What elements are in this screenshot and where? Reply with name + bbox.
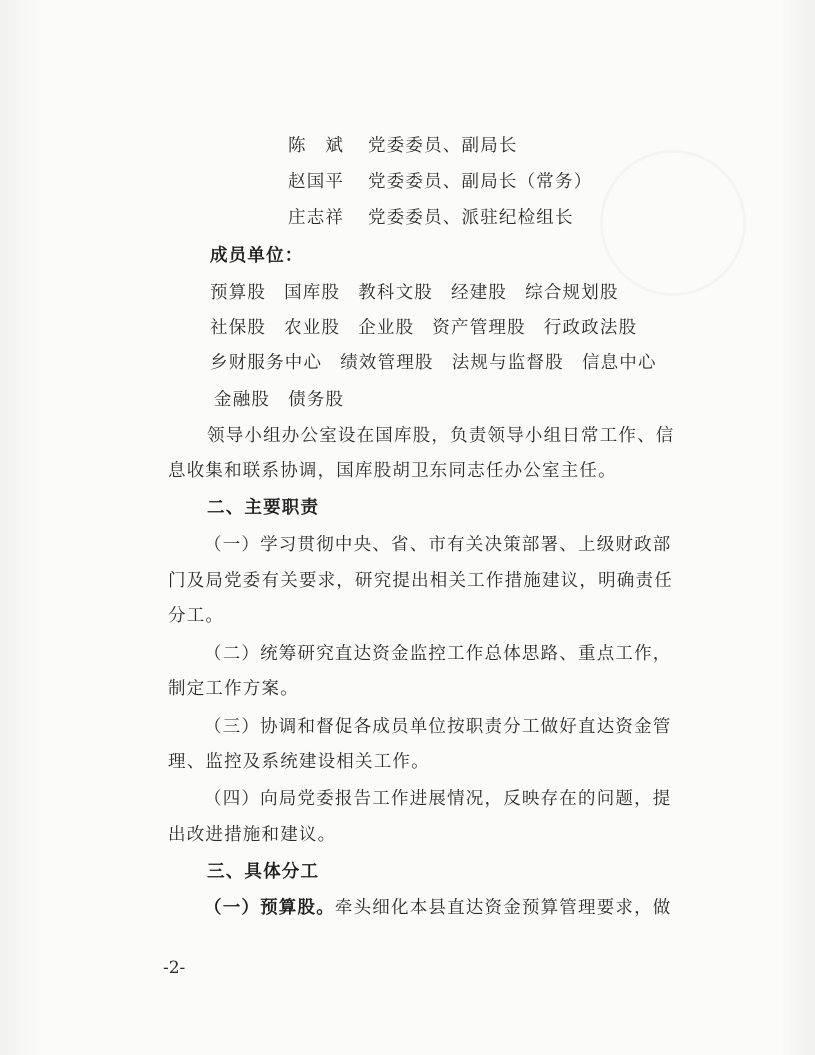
section-heading-division: 三、具体分工 [207, 862, 320, 882]
duty-2-line-2: 制定工作方案。 [168, 679, 299, 699]
leader-row-2 [288, 170, 592, 194]
member-unit: 企业股 [358, 318, 415, 338]
section-heading-duties: 二、主要职责 [207, 498, 320, 518]
leader-name: 陈 斌 [288, 136, 345, 156]
member-unit: 资产管理股 [432, 318, 526, 338]
members-heading: 成员单位： [210, 246, 304, 266]
member-unit: 法规与监督股 [451, 353, 564, 373]
faint-seal-mark [600, 150, 746, 296]
duty-3-line-2: 理、监控及系统建设相关工作。 [168, 752, 430, 772]
duty-4-line-1: （四）向局党委报告工作进展情况，反映存在的问题，提 [204, 789, 672, 809]
member-unit: 经建股 [451, 283, 508, 303]
member-unit: 国库股 [284, 283, 341, 303]
duty-1-line-1: （一）学习贯彻中央、省、市有关决策部署、上级财政部 [204, 535, 672, 555]
member-row-1 [210, 281, 619, 305]
member-unit: 预算股 [210, 283, 267, 303]
leader-name: 庄志祥 [288, 208, 345, 228]
member-unit: 综合规划股 [525, 283, 619, 303]
duty-3-line-1: （三）协调和督促各成员单位按职责分工做好直达资金管 [204, 717, 672, 737]
duty-4-line-2: 出改进措施和建议。 [168, 825, 337, 845]
leader-row-1 [288, 134, 518, 158]
member-unit: 社保股 [210, 318, 267, 338]
scan-shadow-left [0, 0, 40, 1055]
member-unit: 教科文股 [358, 283, 434, 303]
duty-1-line-3: 分工。 [168, 606, 225, 626]
leader-title: 党委委员、副局长 [368, 136, 518, 156]
leader-name: 赵国平 [288, 172, 345, 192]
member-unit: 农业股 [284, 318, 341, 338]
duty-1-line-2: 门及局党委有关要求，研究提出相关工作措施建议，明确责任 [168, 571, 673, 591]
member-unit: 绩效管理股 [340, 353, 434, 373]
member-unit: 债务股 [288, 390, 345, 410]
leader-title: 党委委员、副局长（常务） [368, 172, 593, 192]
member-unit: 信息中心 [581, 353, 657, 373]
leader-row-3 [288, 206, 574, 230]
member-unit: 金融股 [214, 390, 271, 410]
scan-shadow-right [775, 0, 815, 1055]
member-row-2 [210, 316, 637, 340]
division-1-lead: （一）预算股。 [204, 898, 335, 918]
duty-2-line-1: （二）统筹研究直达资金监控工作总体思路、重点工作， [204, 644, 672, 664]
division-1-line-1 [204, 896, 672, 920]
division-1-text: 牵头细化本县直达资金预算管理要求，做 [334, 898, 672, 918]
office-para-line-1: 领导小组办公室设在国库股，负责领导小组日常工作、信 [207, 426, 675, 446]
member-unit: 行政政法股 [543, 318, 638, 338]
office-para-line-2: 息收集和联系协调，国库股胡卫东同志任办公室主任。 [168, 461, 617, 481]
leader-title: 党委委员、派驻纪检组长 [368, 208, 574, 228]
member-row-3 [210, 351, 657, 375]
page-number: -2- [163, 958, 186, 978]
member-row-4 [214, 388, 344, 412]
member-unit: 乡财服务中心 [210, 353, 323, 373]
